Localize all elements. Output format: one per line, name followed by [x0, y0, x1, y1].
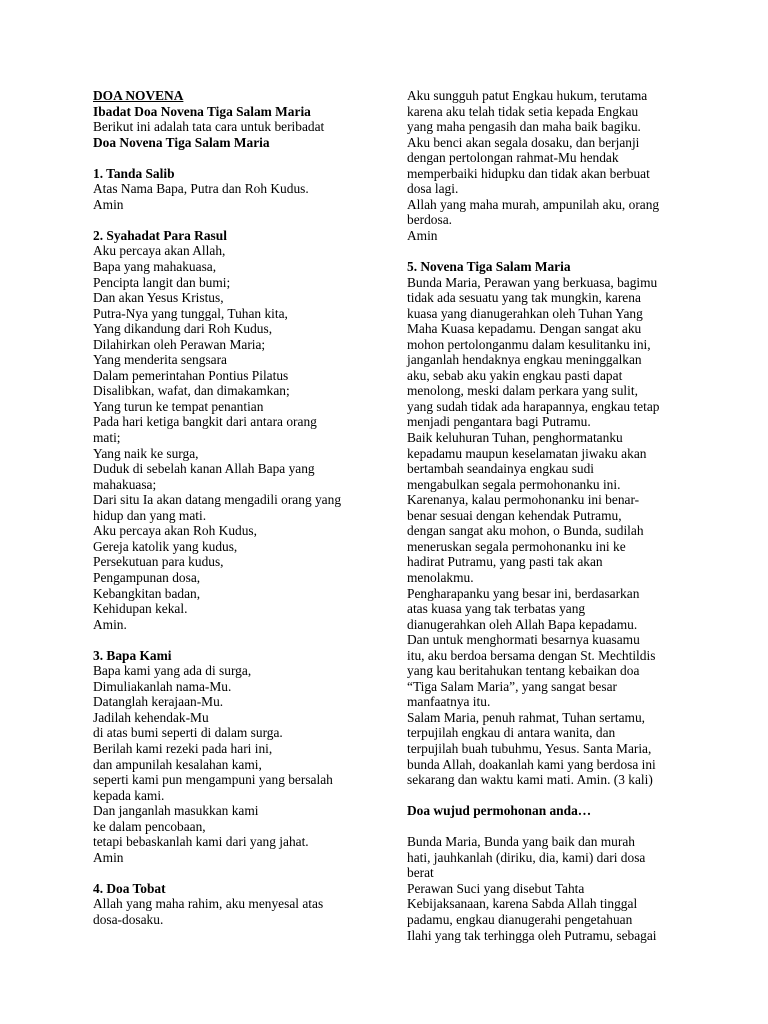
text-line: menolakmu.: [407, 569, 474, 585]
text-line: dosa-dosaku.: [93, 911, 164, 927]
text-line: tetapi bebaskanlah kami dari yang jahat.: [93, 834, 309, 850]
text-line: Aku sungguh patut Engkau hukum, terutama: [407, 88, 648, 103]
text-line: memperbaiki hidupku dan tidak akan berbuat: [407, 165, 650, 181]
text-line: Dari situ Ia akan datang mengadili orang yang: [93, 492, 342, 508]
text-line: berdosa.: [407, 212, 452, 228]
text-line: Dan akan Yesus Kristus,: [93, 290, 224, 306]
text-line: mahakuasa;: [93, 476, 157, 492]
text-line: Bapa kami yang ada di surga,: [93, 663, 252, 679]
section-heading-syahadat: 2. Syahadat Para Rasul: [93, 227, 227, 243]
text-line: terpujilah buah tubuhmu, Yesus. Santa Maria,: [407, 740, 652, 756]
text-line: Kebangkitan badan,: [93, 585, 201, 601]
text-line: tidak ada sesuatu yang tak mungkin, karena: [407, 290, 641, 306]
section-heading-tanda-salib: 1. Tanda Salib: [93, 165, 175, 181]
text-line: Karenanya, kalau permohonanku ini benar-: [407, 492, 640, 508]
text-line: kepadamu maupun keselamatan jiwaku akan: [407, 445, 647, 461]
text-line: meneruskan segala permohonanku ini ke: [407, 538, 626, 554]
section-heading-novena: 5. Novena Tiga Salam Maria: [407, 259, 571, 275]
text-line: atas kuasa yang tak terbatas yang: [407, 601, 586, 617]
text-line: Kehidupan kekal.: [93, 601, 188, 617]
text-line: Yang dikandung dari Roh Kudus,: [93, 321, 273, 337]
text-line: hati, jauhkanlah (diriku, dia, kami) dari dosa: [407, 849, 646, 865]
text-line: manfaatnya itu.: [407, 694, 491, 710]
text-line: Yang menderita sengsara: [93, 352, 227, 368]
text-line: dan ampunilah kesalahan kami,: [93, 756, 262, 772]
right-column: [407, 88, 675, 943]
text-line: ke dalam pencobaan,: [93, 818, 206, 834]
section-heading-permohonan: Doa wujud permohonan anda…: [407, 803, 592, 819]
text-line: Dalam pemerintahan Pontius Pilatus: [93, 367, 289, 383]
text-line: Amin: [93, 196, 124, 212]
text-line: yang maha pengasih dan maha baik bagiku.: [407, 119, 641, 135]
text-line: bunda Allah, doakanlah kami yang berdosa ini: [407, 756, 656, 772]
section-heading-bapa-kami: 3. Bapa Kami: [93, 647, 172, 663]
text-line: dosa lagi.: [407, 181, 459, 197]
text-line: Pengampunan dosa,: [93, 569, 201, 585]
text-line: Pencipta langit dan bumi;: [93, 274, 231, 290]
text-line: Persekutuan para kudus,: [93, 554, 224, 570]
text-line: Dan untuk menghormati besarnya kuasamu: [407, 632, 640, 648]
text-line: Yang turun ke tempat penantian: [93, 398, 264, 414]
text-line: mengabulkan segala permohonanku ini.: [407, 476, 621, 492]
text-line: yang kau beritahukan tentang kebaikan doa: [407, 663, 640, 679]
text-line: kepada kami.: [93, 787, 165, 803]
text-line: Pengharapanku yang besar ini, berdasarkan: [407, 585, 640, 601]
text-line: menolong, meski dalam perkara yang sulit,: [407, 383, 638, 399]
text-line: Amin: [407, 227, 438, 243]
text-line: Dimuliakanlah nama-Mu.: [93, 678, 232, 694]
intro-line: Berikut ini adalah tata cara untuk beribadat: [93, 119, 325, 135]
text-line: Salam Maria, penuh rahmat, Tuhan sertamu,: [407, 709, 646, 725]
text-line: Amin.: [93, 616, 127, 632]
text-line: seperti kami pun mengampuni yang bersalah: [93, 772, 333, 788]
text-line: berat: [407, 865, 434, 881]
text-line: padamu, engkau dianugerahi pengetahuan: [407, 911, 633, 927]
text-line: dianugerahkan oleh Allah Bapa kepadamu.: [407, 616, 638, 632]
text-line: menjadi pengantara bagi Putramu.: [407, 414, 591, 430]
text-line: benar sesuai dengan kehendak Putramu,: [407, 507, 622, 523]
text-line: Datanglah kerajaan-Mu.: [93, 694, 224, 710]
text-line: Bunda Maria, Perawan yang berkuasa, bagimu: [407, 274, 658, 290]
text-line: itu, aku berdoa bersama dengan St. Mechtildis: [407, 647, 656, 663]
text-line: Yang naik ke surga,: [93, 445, 199, 461]
text-line: Atas Nama Bapa, Putra dan Roh Kudus.: [93, 181, 309, 197]
text-line: Aku percaya akan Roh Kudus,: [93, 523, 257, 539]
text-line: Dilahirkan oleh Perawan Maria;: [93, 336, 266, 352]
text-line: kuasa yang dianugerahkan oleh Tuhan Yang: [407, 305, 643, 321]
text-line: mohon pertolonganmu dalam kesulitanku ini,: [407, 336, 651, 352]
text-line: Allah yang maha rahim, aku menyesal atas: [93, 896, 324, 912]
text-line: Maha Kuasa kepadamu. Dengan sangat aku: [407, 321, 642, 337]
text-line: bertambah seandainya engkau sudi: [407, 461, 595, 477]
text-line: Perawan Suci yang disebut Tahta: [407, 880, 585, 896]
text-line: Jadilah kehendak-Mu: [93, 709, 209, 725]
text-line: Duduk di sebelah kanan Allah Bapa yang: [93, 461, 315, 477]
text-line: “Tiga Salam Maria”, yang sangat besar: [407, 678, 617, 694]
text-line: Pada hari ketiga bangkit dari antara orang: [93, 414, 317, 430]
text-line: Aku percaya akan Allah,: [93, 243, 226, 259]
text-line: Bunda Maria, Bunda yang baik dan murah: [407, 834, 635, 850]
text-line: Disalibkan, wafat, dan dimakamkan;: [93, 383, 290, 399]
text-line: dengan sangat aku mohon, o Bunda, sudilah: [407, 523, 644, 539]
text-line: Allah yang maha murah, ampunilah aku, orang: [407, 196, 660, 212]
text-line: mati;: [93, 430, 121, 446]
document-title: DOA NOVENA: [93, 88, 184, 103]
text-line: Amin: [93, 849, 124, 865]
text-line: Kebijaksanaan, karena Sabda Allah tinggal: [407, 896, 638, 912]
text-line: hadirat Putramu, yang pasti tak akan: [407, 554, 603, 570]
text-line: terpujilah engkau di antara wanita, dan: [407, 725, 616, 741]
text-line: janganlah hendaknya engkau meninggalkan: [407, 352, 642, 368]
left-column: [93, 88, 393, 928]
text-line: Baik keluhuran Tuhan, penghormatanku: [407, 430, 623, 446]
text-line: dengan pertolongan rahmat-Mu hendak: [407, 150, 619, 166]
text-line: Dan janganlah masukkan kami: [93, 803, 259, 819]
text-line: karena aku telah tidak setia kepada Engkau: [407, 103, 639, 119]
text-line: Aku benci akan segala dosaku, dan berjanji: [407, 134, 640, 150]
text-line: aku, sebab aku yakin engkau pasti dapat: [407, 367, 623, 383]
text-line: Berilah kami rezeki pada hari ini,: [93, 740, 273, 756]
section-heading-doa-tobat: 4. Doa Tobat: [93, 880, 166, 896]
text-line: Putra-Nya yang tunggal, Tuhan kita,: [93, 305, 288, 321]
text-line: sekarang dan waktu kami mati. Amin. (3 kali): [407, 772, 653, 788]
document-subtitle: Ibadat Doa Novena Tiga Salam Maria: [93, 103, 311, 119]
intro-bold-line: Doa Novena Tiga Salam Maria: [93, 134, 270, 150]
text-line: Gereja katolik yang kudus,: [93, 538, 238, 554]
text-line: yang sudah tidak ada harapannya, engkau tetap: [407, 398, 660, 414]
text-line: Bapa yang mahakuasa,: [93, 259, 217, 275]
text-line: hidup dan yang mati.: [93, 507, 207, 523]
text-line: di atas bumi seperti di dalam surga.: [93, 725, 283, 741]
text-line: Ilahi yang tak terhingga oleh Putramu, sebagai: [407, 927, 657, 943]
